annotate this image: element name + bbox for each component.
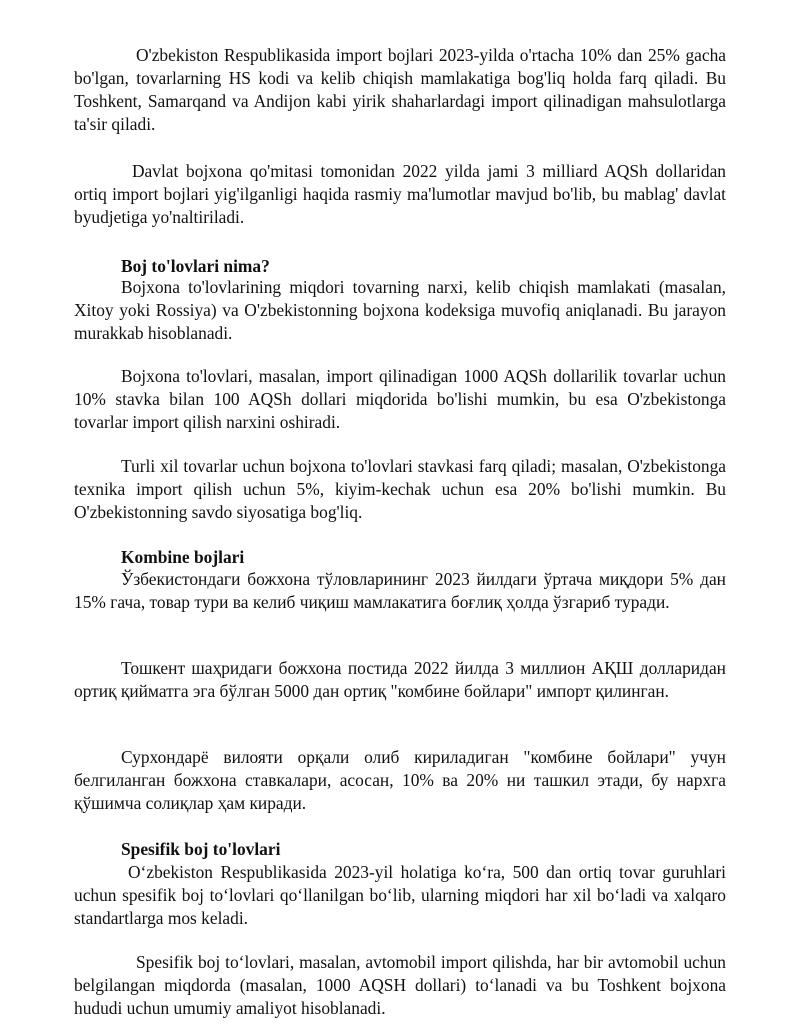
paragraph: Ўзбекистондаги божхона тўловларининг 2023 йилдаги ўртача миқдори 5% дан 15% гача, товар тури ва келиб чиқиш мамлакатига боғлиқ ҳолда ўзгариб туради. bbox=[74, 569, 726, 612]
paragraph: O'zbekiston Respublikasida import bojlari 2023-yilda o'rtacha 10% dan 25% gacha bo'lgan, tovarlarning HS kodi va kelib chiqish mamlakatiga bog'liq holda farq qiladi. Bu Toshkent, Samarqand va Andijon kabi yirik shaharlardagi import qilinadigan mahsulotlarga ta'sir qiladi. bbox=[74, 45, 726, 134]
paragraph: Spesifik boj to‘lovlari, masalan, avtomobil import qilishda, har bir avtomobil uchun belgilangan miqdorda (masalan, 1000 AQSH dollari) to‘lanadi va bu Toshkent bojxona hududi uchun umumiy amaliyot hisoblanadi. bbox=[74, 952, 726, 1018]
section-heading: Boj to'lovlari nima? bbox=[121, 256, 270, 276]
paragraph: Davlat bojxona qo'mitasi tomonidan 2022 yilda jami 3 milliard AQSh dollaridan ortiq import bojlari yig'ilganligi haqida rasmiy ma'lumotlar mavjud bo'lib, bu mablag' davlat byudjetiga yo'naltiriladi. bbox=[74, 161, 726, 227]
section-heading: Spesifik boj to'lovlari bbox=[121, 839, 281, 859]
paragraph: O‘zbekiston Respublikasida 2023-yil holatiga ko‘ra, 500 dan ortiq tovar guruhlari uchun spesifik boj to‘lovlari qo‘llanilgan bo‘lib, ularning miqdori har xil bo‘ladi va xalqaro standartlarga mos keladi. bbox=[74, 862, 726, 928]
paragraph: Тошкент шаҳридаги божхона постида 2022 йилда 3 миллион АҚШ долларидан ортиқ қийматга эга бўлган 5000 дан ортиқ "комбине бойлари" импорт қилинган. bbox=[74, 658, 726, 701]
paragraph: Turli xil tovarlar uchun bojxona to'lovlari stavkasi farq qiladi; masalan, O'zbekistonga texnika import qilish uchun 5%, kiyim-kechak uchun esa 20% bo'lishi mumkin. Bu O'zbekistonning savdo siyosatiga bog'liq. bbox=[74, 456, 726, 522]
section-heading: Kombine bojlari bbox=[121, 547, 245, 567]
paragraph: Bojxona to'lovlari, masalan, import qilinadigan 1000 AQSh dollarilik tovarlar uchun 10% stavka bilan 100 AQSh dollari miqdorida bo'lishi mumkin, bu esa O'zbekistonga tovarlar import qilish narxini oshiradi. bbox=[74, 366, 726, 432]
paragraph: Bojxona to'lovlarining miqdori tovarning narxi, kelib chiqish mamlakati (masalan, Xitoy yoki Rossiya) va O'zbekistonning bojxona kodeksiga muvofiq aniqlanadi. Bu jarayon murakkab hisoblanadi. bbox=[74, 277, 726, 343]
paragraph: Сурхондарё вилояти орқали олиб кириладиган "комбине бойлари" учун белгиланган божхона ставкалари, асосан, 10% ва 20% ни ташкил этади, бу нархга қўшимча солиқлар ҳам киради. bbox=[74, 747, 726, 813]
